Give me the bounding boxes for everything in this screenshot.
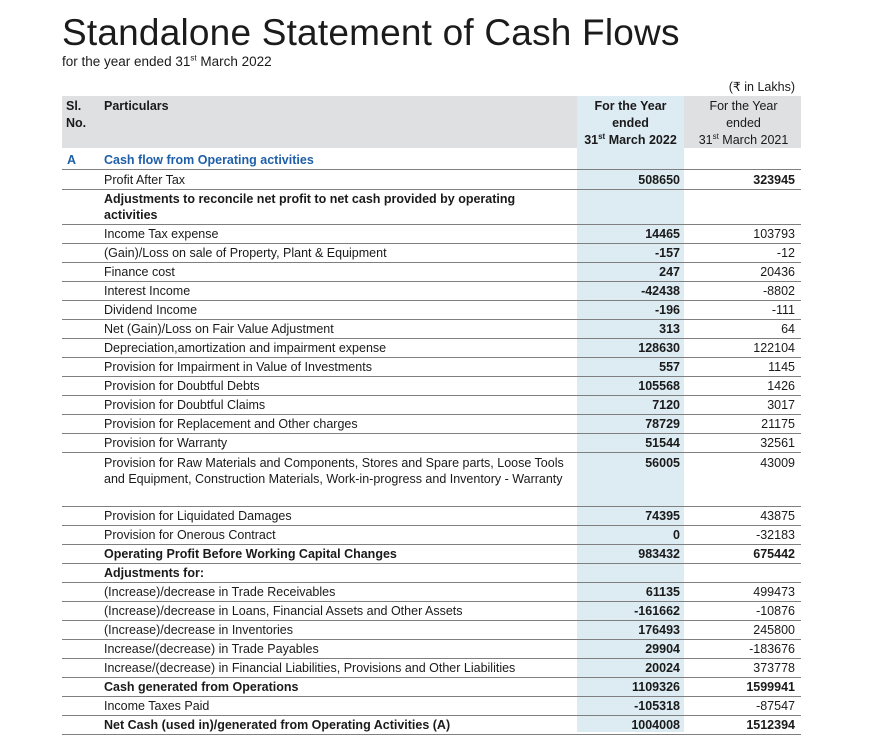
row-particulars: Increase/(decrease) in Trade Payables	[104, 642, 319, 656]
table-row	[62, 376, 801, 396]
table-row	[62, 300, 801, 320]
table-row	[62, 715, 801, 735]
row-current-year-value: 983432	[638, 547, 680, 561]
row-previous-year-value: 675442	[753, 547, 795, 561]
row-previous-year-value: 1145	[768, 360, 795, 374]
header-prev-line1: For the Year	[709, 99, 778, 113]
table-row	[62, 224, 801, 244]
row-particulars: Net Cash (used in)/generated from Operating Activities (A)	[104, 718, 451, 732]
table-row	[62, 601, 801, 621]
row-current-year-value: 74395	[645, 509, 680, 523]
row-previous-year-value: -10876	[756, 604, 795, 618]
header-cur-line1: For the Year	[594, 99, 667, 113]
row-particulars: Provision for Replacement and Other charges	[104, 417, 358, 431]
table-row	[62, 582, 801, 602]
header-cur-day: 31	[584, 133, 599, 147]
table-row	[62, 395, 801, 415]
row-previous-year-value: 3017	[767, 398, 795, 412]
table-row	[62, 414, 801, 434]
subtitle-suffix: March 2022	[196, 54, 272, 69]
row-current-year-value: -196	[654, 303, 680, 317]
row-previous-year-value: 122104	[753, 341, 795, 355]
row-previous-year-value: 1426	[767, 379, 795, 393]
row-particulars: Provision for Impairment in Value of Investments	[104, 360, 372, 374]
row-current-year-value: -161662	[634, 604, 680, 618]
row-current-year-value: 508650	[638, 173, 680, 187]
row-particulars: Provision for Doubtful Debts	[104, 379, 260, 393]
table-row	[62, 189, 801, 225]
row-current-year-value: 1109326	[632, 680, 680, 694]
row-current-year-value: 29904	[645, 642, 680, 656]
table-row	[62, 696, 801, 716]
header-current-year	[577, 98, 684, 149]
row-particulars: Cash generated from Operations	[104, 680, 299, 694]
table-row	[62, 262, 801, 282]
row-current-year-value: 51544	[645, 436, 680, 450]
table-row	[62, 281, 801, 301]
row-particulars: Finance cost	[104, 265, 175, 279]
row-particulars: (Increase)/decrease in Trade Receivables	[104, 585, 336, 599]
table-row	[62, 433, 801, 453]
row-previous-year-value: 499473	[753, 585, 795, 599]
header-prev-line3	[690, 132, 797, 149]
row-current-year-value: 20024	[645, 661, 680, 675]
subtitle-sup: st	[190, 53, 197, 63]
table-row	[62, 639, 801, 659]
header-sl-line1: Sl.	[66, 99, 82, 113]
table-row	[62, 658, 801, 678]
header-prev-day: 31	[698, 133, 713, 147]
header-sl-no	[66, 98, 100, 132]
table-row	[62, 525, 801, 545]
row-current-year-value: -42438	[641, 284, 680, 298]
row-previous-year-value: 103793	[753, 227, 795, 241]
header-particulars: Particulars	[104, 99, 169, 113]
header-cur-sup: st	[598, 131, 606, 141]
row-current-year-value: 14465	[645, 227, 680, 241]
table-row	[62, 677, 801, 697]
table-row	[62, 319, 801, 339]
row-previous-year-value: 373778	[753, 661, 795, 675]
table-row	[62, 563, 801, 583]
table-row	[62, 150, 801, 170]
row-sl-no: A	[67, 153, 77, 167]
header-prev-sup: st	[712, 131, 719, 141]
row-current-year-value: 105568	[638, 379, 680, 393]
row-current-year-value: 247	[659, 265, 680, 279]
row-previous-year-value: 245800	[753, 623, 795, 637]
row-particulars: Adjustments for:	[104, 566, 204, 580]
row-particulars: Provision for Raw Materials and Components, Stores and Spare parts, Loose Tools and Equipment, Construction Materials, Work-in-progress and Inventory - Warranty	[104, 456, 564, 486]
row-particulars: (Increase)/decrease in Loans, Financial Assets and Other Assets	[104, 604, 463, 618]
table-row	[62, 453, 801, 507]
row-current-year-value: 1004008	[631, 718, 680, 732]
row-particulars: Provision for Doubtful Claims	[104, 398, 266, 412]
row-previous-year-value: 1599941	[746, 680, 795, 694]
table-row	[62, 544, 801, 564]
row-previous-year-value: -87547	[756, 699, 795, 713]
header-cur-rest: March 2022	[605, 133, 677, 147]
row-previous-year-value: 323945	[753, 173, 795, 187]
row-previous-year-value: 21175	[761, 417, 795, 431]
row-previous-year-value: -111	[771, 303, 795, 317]
row-particulars: Cash flow from Operating activities	[104, 153, 314, 167]
table-row	[62, 170, 801, 190]
row-previous-year-value: 32561	[760, 436, 795, 450]
row-particulars: Depreciation,amortization and impairment expense	[104, 341, 387, 355]
header-cur-line3	[577, 132, 684, 149]
row-current-year-value: 128630	[638, 341, 680, 355]
row-current-year-value: 7120	[652, 398, 680, 412]
row-particulars: (Increase)/decrease in Inventories	[104, 623, 293, 637]
row-current-year-value: 557	[659, 360, 680, 374]
header-sl-line2: No.	[66, 116, 87, 130]
row-current-year-value: 313	[659, 322, 680, 336]
row-previous-year-value: -8802	[763, 284, 795, 298]
row-particulars: Operating Profit Before Working Capital Changes	[104, 547, 397, 561]
row-particulars: Dividend Income	[104, 303, 198, 317]
row-particulars: Provision for Warranty	[104, 436, 228, 450]
page-title: Standalone Statement of Cash Flows	[62, 12, 680, 53]
table-row	[62, 620, 801, 640]
page-subtitle	[62, 54, 272, 69]
row-previous-year-value: -12	[776, 246, 795, 260]
row-previous-year-value: -183676	[749, 642, 795, 656]
row-particulars: Provision for Onerous Contract	[104, 528, 276, 542]
row-particulars: Income Taxes Paid	[104, 699, 210, 713]
table-row	[62, 357, 801, 377]
row-particulars: Provision for Liquidated Damages	[104, 509, 292, 523]
header-previous-year	[690, 98, 797, 149]
row-particulars: Profit After Tax	[104, 173, 186, 187]
subtitle-prefix: for the year ended 31	[62, 54, 191, 69]
header-cur-line2: ended	[612, 116, 649, 130]
row-previous-year-value: 64	[781, 322, 795, 336]
row-current-year-value: -157	[654, 246, 680, 260]
row-current-year-value: 0	[673, 528, 680, 542]
row-previous-year-value: 43875	[760, 509, 795, 523]
row-previous-year-value: 20436	[760, 265, 795, 279]
row-particulars: Increase/(decrease) in Financial Liabilities, Provisions and Other Liabilities	[104, 661, 516, 675]
header-prev-line2: ended	[726, 116, 761, 130]
row-current-year-value: -105318	[634, 699, 680, 713]
table-row	[62, 338, 801, 358]
row-particulars: Interest Income	[104, 284, 191, 298]
row-current-year-value: 61135	[645, 585, 680, 599]
row-previous-year-value: 43009	[760, 456, 795, 470]
row-particulars: Adjustments to reconcile net profit to net cash provided by operating activities	[104, 192, 516, 222]
row-particulars: (Gain)/Loss on sale of Property, Plant & Equipment	[104, 246, 387, 260]
row-particulars: Net (Gain)/Loss on Fair Value Adjustment	[104, 322, 334, 336]
row-current-year-value: 56005	[645, 456, 680, 470]
row-current-year-value: 176493	[638, 623, 680, 637]
row-particulars: Income Tax expense	[104, 227, 219, 241]
table-row	[62, 506, 801, 526]
table-row	[62, 243, 801, 263]
units-note: (₹ in Lakhs)	[728, 80, 795, 94]
row-previous-year-value: 1512394	[746, 718, 795, 732]
header-prev-rest: March 2021	[718, 133, 789, 147]
row-current-year-value: 78729	[645, 417, 680, 431]
row-previous-year-value: -32183	[756, 528, 795, 542]
